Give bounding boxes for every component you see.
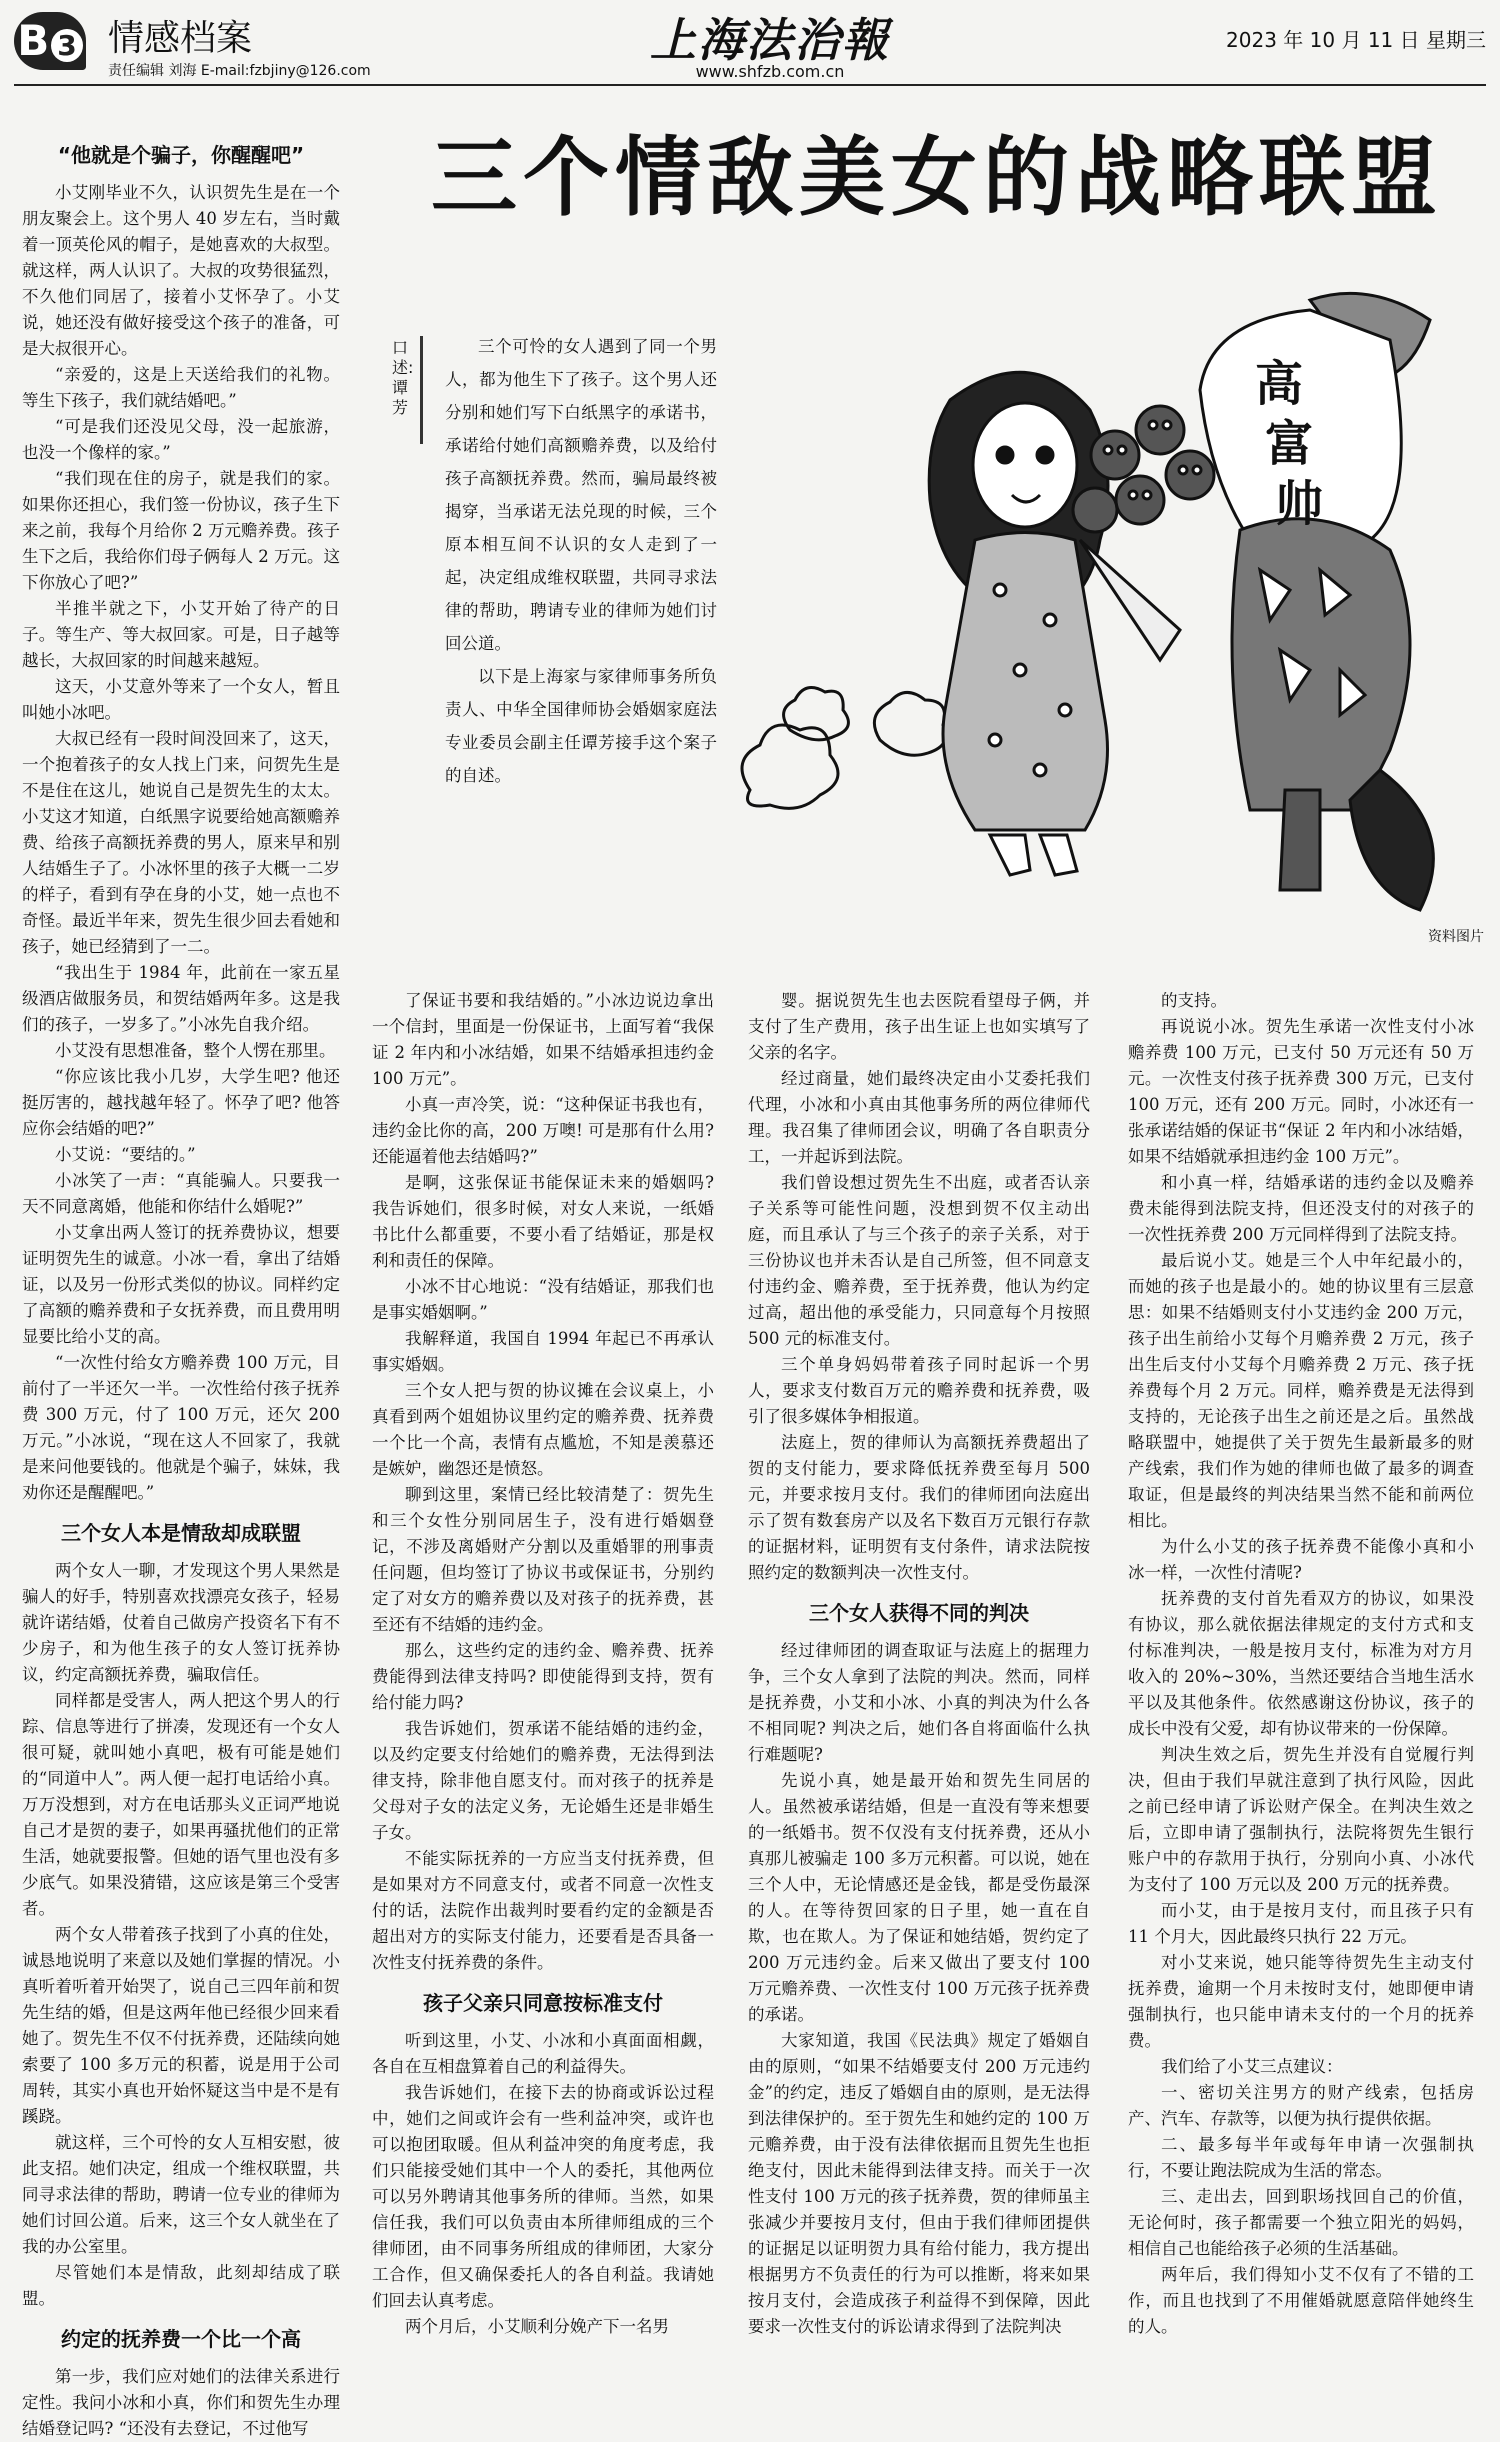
section-number: 3 bbox=[51, 29, 82, 62]
section-heading: 三个女人获得不同的判决 bbox=[809, 1601, 1029, 1625]
paragraph: 三个单身妈妈带着孩子同时起诉一个男人，要求支付数百万元的赡养费和抚养费，吸引了很多媒体争相报道。 bbox=[748, 1355, 1090, 1426]
paragraph: 我告诉她们，贺承诺不能结婚的违约金，以及约定要支付给她们的赡养费，无法得到法律支持，除非他自愿支付。而对孩子的抚养是父母对子女的法定义务，无论婚生还是非婚生子女。 bbox=[372, 1719, 714, 1842]
paragraph: 最后说小艾。她是三个人中年纪最小的，而她的孩子也是最小的。她的协议里有三层意思：如果不结婚则支付小艾违约金 200 万元，孩子出生前给小艾每个月赡养费 2 万元，孩子出生后支付小艾每个月赡养费 2 万元、孩子抚养费每个月 2 万元。同样，赡养费是无法得到支持的，无论孩子出生之前还是之后。虽然战略联盟中，她提供了关于贺先生最新最多的财产线索，我们作为她的律师也做了最多的调查取证，但是最终的判决结果当然不能和前两位相比。 bbox=[1128, 1251, 1474, 1530]
newspaper-masthead: 上海法治報 bbox=[650, 13, 890, 67]
cartoon-illustration bbox=[720, 270, 1490, 920]
article-intro bbox=[445, 330, 717, 792]
paragraph: 对小艾来说，她只能等待贺先生主动支付抚养费，逾期一个月未按时支付，她即便申请强制执行，也只能申请未支付的一个月的抚养费。 bbox=[1128, 1953, 1474, 2050]
text-column-3 bbox=[748, 988, 1090, 2340]
text-column-4 bbox=[1128, 988, 1474, 2340]
paragraph: 就这样，三个可怜的女人互相安慰，彼此支招。她们决定，组成一个维权联盟，共同寻求法律的帮助，聘请一位专业的律师为她们讨回公道。后来，这三个女人就坐在了我的办公室里。 bbox=[22, 2133, 340, 2256]
paragraph: “你应该比我小几岁，大学生吧? 他还挺厉害的，越找越年轻了。怀孕了吧? 他答应你会结婚的吧?” bbox=[22, 1067, 340, 1138]
text-column-2 bbox=[372, 988, 714, 2340]
section-heading: 三个女人本是情敌却成联盟 bbox=[61, 1521, 301, 1545]
paragraph: 两年后，我们得知小艾不仅有了不错的工作，而且也找到了不用催婚就愿意陪伴她终生的人。 bbox=[1128, 2265, 1474, 2336]
section-heading: “他就是个骗子，你醒醒吧” bbox=[57, 143, 305, 167]
paragraph: 和小真一样，结婚承诺的违约金以及赡养费未能得到法院支持，但还没支付的对孩子的一次性抚养费 200 万元同样得到了法院支持。 bbox=[1128, 1173, 1474, 1244]
intro-paragraph: 三个可怜的女人遇到了同一个男人，都为他生下了孩子。这个男人还分别和她们写下白纸黑字的承诺书，承诺给付她们高额赡养费，以及给付孩子高额抚养费。然而，骗局最终被揭穿，当承诺无法兑现的时候，三个原本相互间不认识的女人走到了一起，决定组成维权联盟，共同寻求法律的帮助，聘请专业的律师为她们讨回公道。 bbox=[445, 337, 717, 653]
paragraph: 我们给了小艾三点建议： bbox=[1161, 2057, 1343, 2076]
issue-date: 2023 年 10 月 11 日 星期三 bbox=[1226, 28, 1486, 52]
paragraph: 小艾拿出两人签订的抚养费协议，想要证明贺先生的诚意。小冰一看，拿出了结婚证，以及另一份形式类似的协议。同样约定了高额的赡养费和子女抚养费，而且费用明显要比给小艾的高。 bbox=[22, 1223, 340, 1346]
sign-char: 高 bbox=[1255, 356, 1304, 412]
paragraph: 判决生效之后，贺先生并没有自觉履行判决，但由于我们早就注意到了执行风险，因此之前已经申请了诉讼财产保全。在判决生效之后，立即申请了强制执行，法院将贺先生银行账户中的存款用于执行，分别向小真、小冰代为支付了 100 万元以及 200 万元的抚养费。 bbox=[1128, 1745, 1474, 1894]
section-heading: 孩子父亲只同意按标准支付 bbox=[423, 1991, 663, 2015]
paragraph: 那么，这些约定的违约金、赡养费、抚养费能得到法律支持吗? 即使能得到支持，贺有给付能力吗? bbox=[372, 1641, 714, 1712]
paragraph: “我们现在住的房子，就是我们的家。如果你还担心，我们签一份协议，孩子生下来之前，我每个月给你 2 万元赡养费。孩子生下之后，我给你们母子俩每人 2 万元。这下你放心了吧?” bbox=[22, 469, 340, 592]
paragraph: 的支持。 bbox=[1161, 991, 1227, 1010]
paragraph: 经过商量，她们最终决定由小艾委托我们代理，小冰和小真由其他事务所的两位律师代理。我召集了律师团会议，明确了各自职责分工，一并起诉到法院。 bbox=[748, 1069, 1090, 1166]
section-badge: B 3 bbox=[14, 12, 86, 70]
paragraph: 一、密切关注男方的财产线索，包括房产、汽车、存款等，以便为执行提供依据。 bbox=[1128, 2083, 1474, 2128]
paragraph: 两个月后，小艾顺利分娩产下一名男 bbox=[405, 2317, 669, 2336]
paragraph: 小冰不甘心地说：“没有结婚证，那我们也是事实婚姻啊。” bbox=[372, 1277, 714, 1322]
paragraph: 经过律师团的调查取证与法庭上的据理力争，三个女人拿到了法院的判决。然而，同样是抚养费，小艾和小冰、小真的判决为什么各不相同呢? 判决之后，她们各自将面临什么执行难题呢? bbox=[748, 1641, 1090, 1764]
byline-divider bbox=[420, 336, 423, 444]
paragraph: 小艾刚毕业不久，认识贺先生是在一个朋友聚会上。这个男人 40 岁左右，当时戴着一顶英伦风的帽子，是她喜欢的大叔型。就这样，两人认识了。大叔的攻势很猛烈，不久他们同居了，接着小艾怀孕了。小艾说，她还没有做好接受这个孩子的准备，可是大叔很开心。 bbox=[22, 183, 340, 358]
paragraph: 再说说小冰。贺先生承诺一次性支付小冰赡养费 100 万元，已支付 50 万元还有 50 万元。一次性支付孩子抚养费 300 万元，已支付 100 万元，还有 200 万元。同时，小冰还有一张承诺结婚的保证书“保证 2 年内和小冰结婚，如果不结婚就承担违约金 100 万元”。 bbox=[1128, 1017, 1474, 1166]
paragraph: 为什么小艾的孩子抚养费不能像小真和小冰一样，一次性付清呢? bbox=[1128, 1537, 1474, 1582]
sign-char: 富 bbox=[1265, 416, 1314, 472]
paragraph: 三个女人把与贺的协议摊在会议桌上，小真看到两个姐姐协议里约定的赡养费、抚养费一个比一个高，表情有点尴尬，不知是羡慕还是嫉妒，幽怨还是愤怒。 bbox=[372, 1381, 714, 1478]
sign-char: 帅 bbox=[1275, 476, 1324, 532]
paragraph: 抚养费的支付首先看双方的协议，如果没有协议，那么就依据法律规定的支付方式和支付标准判决，一般是按月支付，标准为对方月收入的 20%~30%，当然还要结合当地生活水平以及其他条件。依然感谢这份协议，孩子的成长中没有父爱，却有协议带来的一份保障。 bbox=[1128, 1589, 1474, 1738]
paragraph: 先说小真，她是最开始和贺先生同居的人。虽然被承诺结婚，但是一直没有等来想要的一纸婚书。贺不仅没有支付抚养费，还从小真那儿被骗走 100 多万元积蓄。可以说，她在三个人中，无论情感还是金钱，都是受伤最深的人。在等待贺回家的日子里，她一直在自欺，也在欺人。为了保证和她结婚，贺约定了 200 万元违约金。后来又做出了要支付 100 万元赡养费、一次性支付 100 万元孩子抚养费的承诺。 bbox=[748, 1771, 1090, 2024]
intro-paragraph: 以下是上海家与家律师事务所负责人、中华全国律师协会婚姻家庭法专业委员会副主任谭芳接手这个案子的自述。 bbox=[445, 667, 717, 785]
paragraph: 两个女人带着孩子找到了小真的住处，诚恳地说明了来意以及她们掌握的情况。小真听着听着开始哭了，说自己三四年前和贺先生结的婚，但是这两年他已经很少回来看她了。贺先生不仅不付抚养费，还陆续向她索要了 100 多万元的积蓄，说是用于公司周转，其实小真也开始怀疑这当中是不是有蹊跷。 bbox=[22, 1925, 340, 2126]
paragraph: 尽管她们本是情敌，此刻却结成了联盟。 bbox=[22, 2263, 340, 2308]
page-header bbox=[0, 0, 1500, 86]
paragraph: “一次性付给女方赡养费 100 万元，目前付了一半还欠一半。一次性给付孩子抚养费 300 万元，付了 100 万元，还欠 200 万元。”小冰说，“现在这人不回家了，我就是来问他要钱的。他就是个骗子，妹妹，我劝你还是醒醒吧。” bbox=[22, 1353, 340, 1502]
paragraph: 这天，小艾意外等来了一个女人，暂且叫她小冰吧。 bbox=[22, 677, 340, 722]
article-title: 三个情敌美女的战略联盟 bbox=[431, 128, 1443, 228]
paragraph: 大家知道，我国《民法典》规定了婚姻自由的原则，“如果不结婚要支付 200 万元违约金”的约定，违反了婚姻自由的原则，是无法得到法律保护的。至于贺先生和她约定的 100 万元赡养费，由于没有法律依据而且贺先生也拒绝支付，因此未能得到法律支持。而关于一次性支付 100 万元的孩子抚养费，贺的律师虽主张减少并要按月支付，但由于我们律师团提供的证据足以证明贺力具有给付能力，我方提出根据男方不负责任的行为可以推断，将来如果按月支付，会造成孩子利益得不到保障，因此要求一次性支付的诉讼请求得到了法院判决 bbox=[748, 2031, 1090, 2336]
byline: 口述:谭芳 bbox=[392, 338, 414, 417]
paragraph: 小冰笑了一声：“真能骗人。只要我一天不同意离婚，他能和你结什么婚呢?” bbox=[22, 1171, 340, 1216]
paragraph: 两个女人一聊，才发现这个男人果然是骗人的好手，特别喜欢找漂亮女孩子，轻易就许诺结婚，仗着自己做房产投资名下有不少房子，和为他生孩子的女人签订抚养协议，约定高额抚养费，骗取信任。 bbox=[22, 1561, 340, 1684]
paragraph: 聊到这里，案情已经比较清楚了：贺先生和三个女性分别同居生子，没有进行婚姻登记，不涉及离婚财产分割以及重婚罪的刑事责任问题，但均签订了协议书或保证书，分别约定了对女方的赡养费以及对孩子的抚养费，甚至还有不结婚的违约金。 bbox=[372, 1485, 714, 1634]
paragraph: 法庭上，贺的律师认为高额抚养费超出了贺的支付能力，要求降低抚养费至每月 500 元，并要求按月支付。我们的律师团向法庭出示了贺有数套房产以及名下数百万元银行存款的证据材料，证明贺有支付条件，请求法院按照约定的数额判决一次性支付。 bbox=[748, 1433, 1090, 1582]
section-heading: 约定的抚养费一个比一个高 bbox=[61, 2327, 301, 2351]
paragraph: 而小艾，由于是按月支付，而且孩子只有 11 个月大，因此最终只执行 22 万元。 bbox=[1128, 1901, 1474, 1946]
paragraph: “我出生于 1984 年，此前在一家五星级酒店做服务员，和贺结婚两年多。这是我们的孩子，一岁多了。”小冰先自我介绍。 bbox=[22, 963, 340, 1034]
paragraph: 第一步，我们应对她们的法律关系进行定性。我问小冰和小真，你们和贺先生办理结婚登记吗? “还没有去登记，不过他写 bbox=[22, 2367, 340, 2438]
paragraph: 小艾没有思想准备，整个人愣在那里。 bbox=[55, 1041, 336, 1060]
paragraph: 了保证书要和我结婚的。”小冰边说边拿出一个信封，里面是一份保证书，上面写着“我保证 2 年内和小冰结婚，如果不结婚承担违约金 100 万元”。 bbox=[372, 991, 714, 1088]
paragraph: 大叔已经有一段时间没回来了，这天，一个抱着孩子的女人找上门来，问贺先生是不是住在这儿，她说自己是贺先生的太太。小艾这才知道，白纸黑字说要给她高额赡养费、给孩子高额抚养费的男人，原来早和别人结婚生子了。小冰怀里的孩子大概一二岁的样子，看到有孕在身的小艾，她一点也不奇怪。最近半年来，贺先生很少回去看她和孩子，她已经猜到了一二。 bbox=[22, 729, 340, 956]
paragraph: “可是我们还没见父母，没一起旅游，也没一个像样的家。” bbox=[22, 417, 340, 462]
paragraph: 同样都是受害人，两人把这个男人的行踪、信息等进行了拼凑，发现还有一个女人很可疑，就叫她小真吧，极有可能是她们的“同道中人”。两人便一起打电话给小真。万万没想到，对方在电话那头义正词严地说自己才是贺的妻子，如果再骚扰他们的正常生活，她就要报警。但她的语气里也没有多少底气。如果没猜错，这应该是第三个受害者。 bbox=[22, 1691, 340, 1918]
paragraph: 不能实际抚养的一方应当支付抚养费，但是如果对方不同意支付，或者不同意一次性支付的话，法院作出裁判时要看约定的金额是否超出对方的实际支付能力，还要看是否具备一次性支付抚养费的条件。 bbox=[372, 1849, 714, 1972]
paragraph: 小艾说：“要结的。” bbox=[55, 1145, 196, 1164]
paragraph: 我告诉她们，在接下去的协商或诉讼过程中，她们之间或许会有一些利益冲突，或许也可以抱团取暖。但从利益冲突的角度考虑，我们只能接受她们其中一个人的委托，其他两位可以另外聘请其他事务所的律师。当然，如果信任我，我们可以负责由本所律师组成的三个律师团，由不同事务所组成的律师团，大家分工合作，但又确保委托人的各自利益。我请她们回去认真考虑。 bbox=[372, 2083, 714, 2310]
header-rule bbox=[14, 84, 1486, 86]
paragraph: 我解释道，我国自 1994 年起已不再承认事实婚姻。 bbox=[372, 1329, 714, 1374]
paragraph: 听到这里，小艾、小冰和小真面面相觑，各自在互相盘算着自己的利益得失。 bbox=[372, 2031, 714, 2076]
paragraph: 三、走出去，回到职场找回自己的价值，无论何时，孩子都需要一个独立阳光的妈妈，相信自己也能给孩子必须的生活基础。 bbox=[1128, 2187, 1474, 2258]
paragraph: 我们曾设想过贺先生不出庭，或者否认亲子关系等可能性问题，没想到贺不仅主动出庭，而且承认了与三个孩子的亲子关系，对于三份协议也并未否认是自己所签，但不同意支付违约金、赡养费，至于抚养费，他认为约定过高，超出他的承受能力，只同意每个月按照 500 元的标准支付。 bbox=[748, 1173, 1090, 1348]
column-title: 情感档案 bbox=[108, 18, 253, 59]
paragraph: 二、最多每半年或每年申请一次强制执行，不要让跑法院成为生活的常态。 bbox=[1128, 2135, 1474, 2180]
paragraph: 半推半就之下，小艾开始了待产的日子。等生产、等大叔回家。可是，日子越等越长，大叔回家的时间越来越短。 bbox=[22, 599, 340, 670]
image-credit: 资料图片 bbox=[1428, 929, 1484, 945]
paragraph: “亲爱的，这是上天送给我们的礼物。等生下孩子，我们就结婚吧。” bbox=[22, 365, 340, 410]
editor-line: 责任编辑 刘海 E-mail:fzbjiny@126.com bbox=[108, 63, 371, 79]
text-column-1 bbox=[22, 128, 340, 2442]
website-link[interactable]: www.shfzb.com.cn bbox=[695, 62, 845, 81]
paragraph: 小真一声冷笑，说：“这种保证书我也有，违约金比你的高，200 万噢! 可是那有什么用? 还能逼着他去结婚吗?” bbox=[372, 1095, 714, 1166]
paragraph: 是啊，这张保证书能保证未来的婚姻吗? 我告诉她们，很多时候，对女人来说，一纸婚书比什么都重要，不要小看了结婚证，那是权利和责任的保障。 bbox=[372, 1173, 714, 1270]
paragraph: 婴。据说贺先生也去医院看望母子俩，并支付了生产费用，孩子出生证上也如实填写了父亲的名字。 bbox=[748, 991, 1090, 1062]
